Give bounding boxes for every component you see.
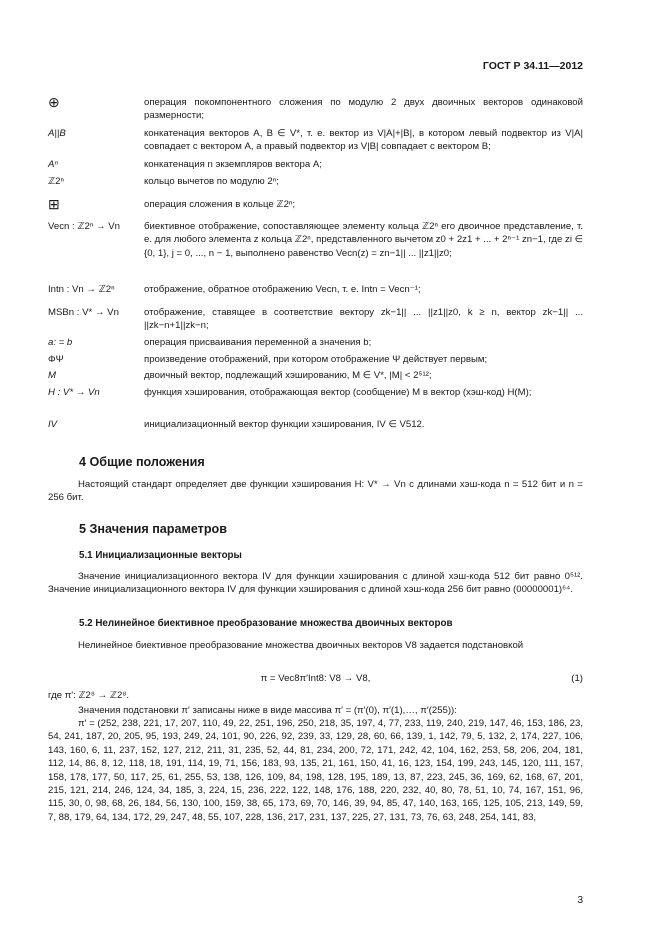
definition-term: ΦΨ — [48, 354, 64, 365]
definition-text: биективное отображение, сопоставляющее элементу кольца ℤ2ⁿ его двоичное представление, т. е. для любого элемента z кольца ℤ2ⁿ, представленного вычетом z0 + 2z1 + ... + 2ⁿ⁻¹ zn−1, где zi ∈ {0, 1}, j = 0, ..., n − 1, выполнено равенство Vecn(z) = zn−1|| ... ||z1||z0; — [144, 221, 583, 259]
boxed-plus-icon: ⊞ — [48, 196, 60, 212]
section-5-2-body: Нелинейное биективное преобразование множества двоичных векторов V8 задается подстановкой — [78, 640, 524, 651]
formula-where: где π′: ℤ2⁸ → ℤ2⁸. — [48, 690, 130, 701]
definition-text: отображение, обратное отображению Vecn, т. е. Intn = Vecn⁻¹; — [144, 284, 421, 295]
definition-term: A||B — [48, 128, 66, 139]
substitution-values: π′ = (252, 238, 221, 17, 207, 110, 49, 22, 251, 196, 250, 218, 35, 197, 4, 77, 233, 119, 240, 219, 147, 46, 153, 186, 23, 54, 241, 187, 20, 205, 95, 193, 249, 24, 101, 90, 226, 92, 239, 33, 129, 28, 60, 66, 139, 1, 142, 79, 5, 132, 2, 174, 227, 106, 143, 160, 6, 11, 237, 152, 127, 212, 211, 31, 235, 52, 44, 81, 234, 200, 72, 171, 242, 42, 104, 162, 253, 58, 206, 204, 181, 112, 14, 86, 8, 12, 118, 18, 191, 114, 19, 71, 156, 183, 93, 135, 21, 161, 150, 41, 16, 123, 154, 199, 243, 145, 120, 111, 157, 158, 178, 177, 50, 117, 25, 61, 255, 53, 138, 126, 109, 84, 198, 128, 195, 189, 13, 87, 223, 245, 36, 169, 62, 168, 67, 201, 215, 121, 214, 246, 124, 34, 185, 3, 224, 15, 236, 222, 122, 148, 176, 188, 220, 232, 40, 80, 78, 51, 10, 74, 167, 151, 96, 115, 30, 0, 98, 68, 26, 184, 56, 130, 100, 159, 38, 65, 173, 69, 70, 146, 39, 94, 85, 47, 140, 163, 165, 125, 105, 213, 149, 59, 7, 88, 179, 64, 134, 172, 29, 247, 48, 55, 107, 228, 136, 217, 231, 137, 225, 27, 131, 73, 76, 63, 248, 254, 141, 83, — [48, 718, 583, 823]
definition-term: Aⁿ — [48, 159, 58, 170]
values-intro: Значения подстановки π′ записаны ниже в виде массива π′ = (π′(0), π′(1),…, π′(255)): — [78, 705, 457, 716]
formula-number: (1) — [571, 673, 583, 684]
definition-text: кольцо вычетов по модулю 2ⁿ; — [144, 176, 279, 187]
definition-text: конкатенация n экземпляров вектора A; — [144, 159, 322, 170]
definition-text: функция хэширования, отображающая вектор (сообщение) M в вектор (хэш-код) H(M); — [144, 387, 532, 398]
definition-term: ℤ2ⁿ — [48, 176, 64, 187]
definition-int — [48, 283, 583, 296]
definition-text: операция покомпонентного сложения по модулю 2 двух двоичных векторов одинаковой размерности; — [144, 97, 583, 122]
definition-text: двоичный вектор, подлежащий хэшированию, M ∈ V*, |M| < 2⁵¹²; — [144, 370, 432, 381]
definition-term — [48, 96, 144, 123]
section-5-1-title: 5.1 Инициализационные векторы — [79, 550, 242, 561]
definition-message — [48, 369, 583, 382]
definition-text: операция присваивания переменной a значения b; — [144, 337, 372, 348]
definition-term: IV — [48, 419, 58, 430]
definition-term: H : V* → Vn — [48, 387, 100, 398]
definition-msb — [48, 306, 583, 333]
formula-1: π = Vec8π′Int8: V8 → V8, — [260, 673, 371, 684]
definition-term: Vecn : ℤ2ⁿ → Vn — [48, 221, 120, 232]
definition-text: отображение, ставящее в соответствие вектору zk−1|| ... ||z1||z0, k ≥ n, вектор zk−1|| ... ||zk−n+1||zk−n; — [144, 307, 583, 332]
definition-assign — [48, 336, 583, 349]
definition-term: MSBn : V* → Vn — [48, 307, 119, 318]
definition-text: конкатенация векторов A, B ∈ V*, т. е. вектор из V|A|+|B|, в котором левый подвектор из V|A| совпадает с вектором A, а правый подвектор из V|B| совпадает с вектором B; — [144, 128, 583, 153]
section-5-2-title: 5.2 Нелинейное биективное преобразование множества двоичных векторов — [79, 618, 453, 629]
circle-plus-icon: ⊕ — [48, 94, 60, 110]
section-5-1-body: Значение инициализационного вектора IV для функции хэширования с длиной хэш-кода 512 бит равно 0⁵¹². Значение инициализационного вектора IV для функции хэширования с длиной хэш-кода 256 бит равно (00000001)⁶⁴. — [48, 571, 583, 596]
definition-text: произведение отображений, при котором отображение Ψ действует первым; — [144, 354, 488, 365]
definition-hash-function — [48, 386, 583, 399]
definition-term: M — [48, 370, 56, 381]
section-5-title: 5 Значения параметров — [79, 522, 227, 536]
document-header: ГОСТ Р 34.11—2012 — [482, 60, 583, 72]
definition-text: операция сложения в кольце ℤ2ⁿ; — [144, 199, 296, 210]
definition-iv — [48, 418, 583, 431]
definition-product — [48, 353, 583, 366]
definition-concat — [48, 127, 583, 154]
definition-ring-add — [48, 198, 583, 213]
definition-ring — [48, 175, 583, 188]
page-number: 3 — [577, 895, 583, 906]
section-4-body: Настоящий стандарт определяет две функции хэширования H: V* → Vn с длинами хэш-кода n = 512 бит и n = 256 бит. — [48, 479, 583, 504]
definition-term: a: = b — [48, 337, 73, 348]
definition-power — [48, 158, 583, 171]
definition-text: инициализационный вектор функции хэширования, IV ∈ V512. — [144, 419, 425, 430]
definition-vec — [48, 220, 583, 260]
definition-xor — [48, 96, 583, 123]
definition-term — [48, 198, 144, 213]
definition-term: Intn : Vn → ℤ2ⁿ — [48, 284, 115, 295]
section-4-title: 4 Общие положения — [79, 455, 205, 469]
